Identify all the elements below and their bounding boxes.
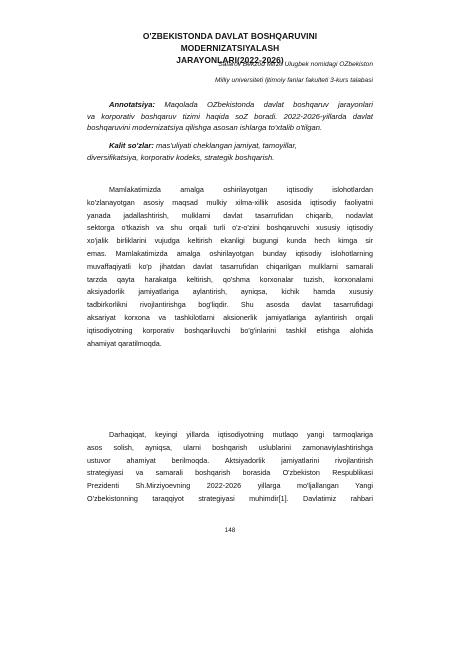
paragraph-1-line: muvaffaqiyatli ko'p jihatdan davlat tasarrufidan chiqarilgan mulklarni samarali: [87, 261, 373, 271]
paragraph-1-line: ko'zlanayotgan asosiy maqsad mulkiy xilma-xillik asosida iqtisodiy faoliyatni: [87, 197, 373, 207]
abstract-line-2: va korporativ boshqaruv tizimi haqida soZ boradi. 2022-2026-yillarda davlat: [87, 111, 373, 121]
keywords: [87, 140, 373, 163]
abstract-label: Annotatsiya:: [109, 100, 155, 109]
paragraph-2-line: strategiyasi va samarali boshqarish borasida O'zbekiston Respublikasi: [87, 468, 373, 478]
paragraph-2-line: O'zbekistonning taraqqiyot strategiyasi muhimdir[1]. Davlatimiz rahbari: [87, 493, 373, 503]
paragraph-1-line: aksiyadorlik jamiyatlariga aylantirish, ayniqsa, kichik hamda xususiy: [87, 287, 373, 297]
keywords-text-1: mas'uliyati cheklangan jamiyat, tamoyillar,: [155, 141, 297, 150]
paragraph-1-line: aksariyat korxona va tashkilotlarni aksionerlik jamiyatlariga aylantirish orqali: [87, 312, 373, 322]
abstract: [87, 99, 373, 134]
paragraph-1-line: xo'jalik birliklarini vujudga keltirish ekanligi bugungi kunda hech kimga sir: [87, 236, 373, 246]
author-name: Safarov Bekzod Mirzo Ulugbek nomidagi OZbekiston: [218, 61, 373, 68]
paragraph-2-line: asos solish, ayniqsa, ularni boshqarish uslublarini zamonaviylashtirishga: [87, 442, 373, 452]
title-line-1: O'ZBEKISTONDA DAVLAT BOSHQARUVINI MODERNIZATSIYALASH: [142, 31, 318, 53]
paragraph-1-line: ahamiyat qaratilmoqda.: [87, 338, 162, 348]
keywords-line-2: diversifikatsiya, korporativ kodeks, strategik boshqarish.: [87, 152, 275, 162]
paragraph-1-line: tarzda qayta harakatga keltirish, qo'shma korxonalar tuzish, korxonalami: [87, 274, 373, 284]
paragraph-2-line: ustuvor ahamiyat berilmoqda. Aktsiyadorlik jamiyatlarini rivojlantirish: [87, 455, 373, 465]
paragraph-2: [87, 429, 373, 506]
author-affiliation: Milliy universiteti Ijtimoiy fanlar fakulteti 3-kurs talabasi: [215, 77, 373, 84]
paragraph-1-line: Mamlakatimizda amalga oshirilayotgan iqtisodiy islohotlardan: [109, 185, 373, 194]
title-line-2: JARAYONLARI(2022-2026): [176, 55, 284, 65]
paragraph-1-line: yanada jadallashtirish, mulklarni davlat tasarrufidan chiqarib, nodavlat: [87, 210, 373, 220]
abstract-line-3: boshqaruvini modernizatsiya qilishga asosan ishlarga to'xtalib o'tilgan.: [87, 123, 323, 133]
abstract-line-1: [87, 99, 373, 111]
paragraph-1-line: tadbirkorlikni rivojlantirishga bog'liqdir. Shu asosda davlat tasarrufidagi: [87, 300, 373, 310]
paragraph-1: [87, 184, 373, 350]
keywords-label: Kalit so'zlar:: [109, 141, 154, 150]
paragraph-1-line: emas. Mamlakatimizda amalga oshirilayotgan bunday iqtisodiy islohotlarning: [87, 248, 373, 258]
paragraph-2-line: Prezidenti Sh.Mirziyoevning 2022-2026 yillarga mo'ljallangan Yangi: [87, 481, 373, 491]
paragraph-2-line: Darhaqiqat, keyingi yillarda iqtisodiyotning mutlaqo yangi tarmoqlariga: [109, 430, 373, 439]
page-number: 148: [224, 527, 236, 534]
paragraph-1-line: iqtisodiyotning korporativ boshqariluvchi bo'g'inlarini tashkil etishga alohida: [87, 325, 373, 335]
abstract-text-1: Maqolada OZbekistonda davlat boshqaruv jarayonlari: [155, 100, 373, 109]
paragraph-1-line: sektorga o'tkazish va shu orqali turli o'z-o'zini boshqaruvchi xususiy iqtisodiy: [87, 223, 373, 233]
keywords-line-1: [87, 140, 373, 152]
